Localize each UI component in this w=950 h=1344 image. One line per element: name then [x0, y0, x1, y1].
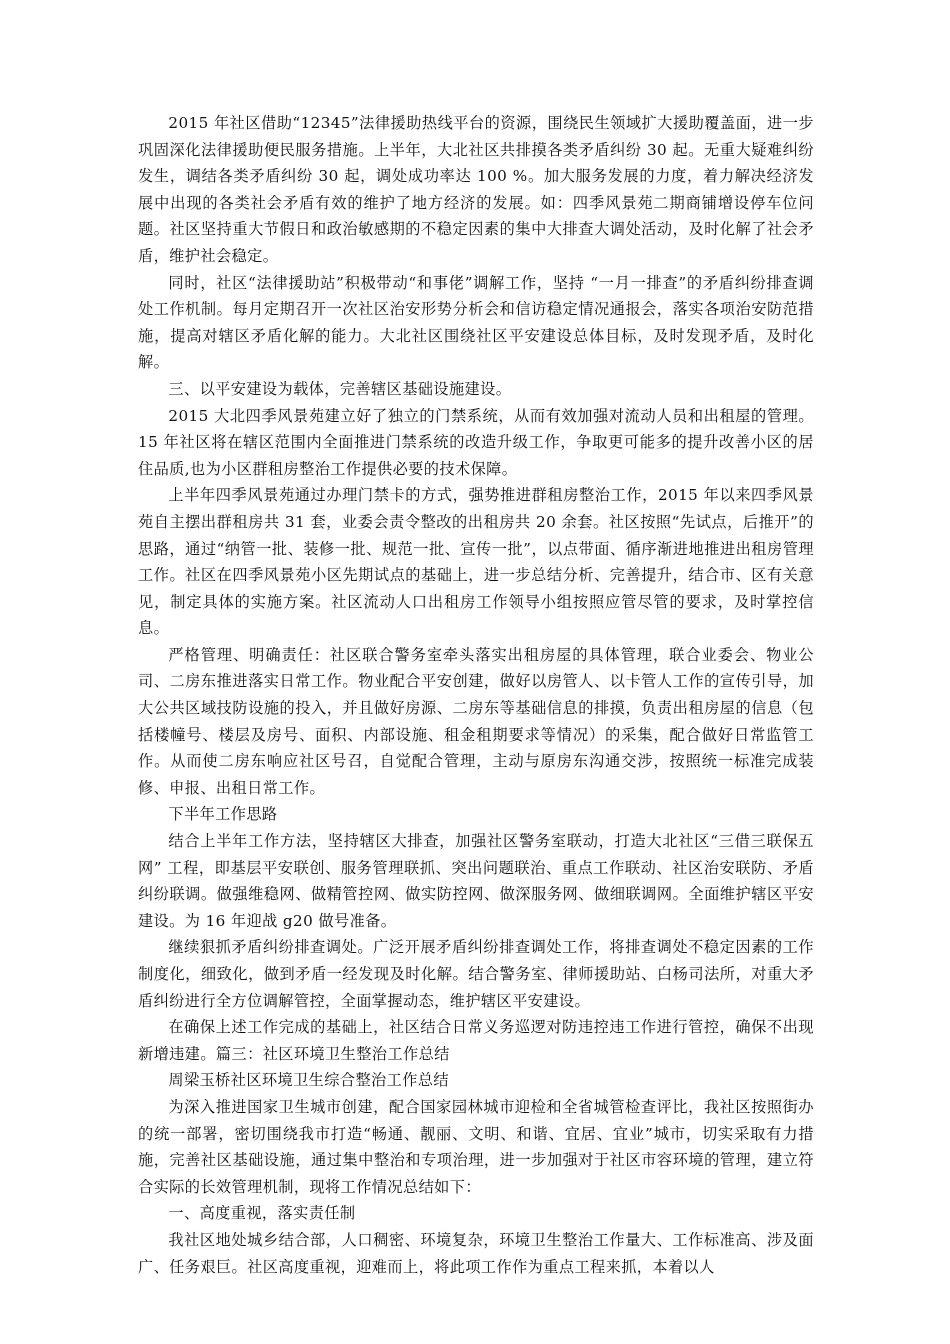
- paragraph: 严格管理、明确责任：社区联合警务室牵头落实出租房屋的具体管理，联合业委会、物业公司、二房东推进落实日常工作。物业配合平安创建，做好以房管人、以卡管人工作的宣传引导，加大公共区域技防设施的投入，并且做好房源、二房东等基础信息的排摸，负责出租房屋的信息（包括楼幢号、楼层及房号、面积、内部设施、租金租期要求等情况）的采集，配合做好日常监管工作。从而使二房东响应社区号召，自觉配合管理，主动与原房东沟通交涉，按照统一标准完成装修、申报、出租日常工作。: [138, 645, 814, 797]
- paragraph: 上半年四季风景苑通过办理门禁卡的方式，强势推进群租房整治工作，2015 年以来四季风景苑自主摆出群租房共 31 套，业委会责令整改的出租房共 20 余套。社区按照“先试点，后推开”的思路，通过“纳管一批、装修一批、规范一批、宣传一批”，以点带面、循序渐进地推进出租房管理工作。社区在四季风景苑小区先期试点的基础上，进一步总结分析、完善提升，结合市、区有关意见，制定具体的实施方案。社区流动人口出租房工作领导小组按照应管尽管的要求，及时掌控信息。: [138, 486, 814, 638]
- paragraph: 同时，社区“法律援助站”积极带动“和事佬”调解工作，坚持 “一月一排查”的矛盾纠纷排查调处工作机制。每月定期召开一次社区治安形势分析会和信访稳定情况通报会，落实各项治安防范措施，提高对辖区矛盾化解的能力。大北社区围绕社区平安建设总体目标，及时发现矛盾，及时化解。: [138, 273, 814, 372]
- paragraph: 2015 大北四季风景苑建立好了独立的门禁系统，从而有效加强对流动人员和出租屋的管理。15 年社区将在辖区范围内全面推进门禁系统的改造升级工作，争取更可能多的提升改善小区的居住品质,也为小区群租房整治工作提供必要的技术保障。: [138, 406, 814, 478]
- section-heading: 下半年工作思路: [168, 805, 278, 824]
- paragraph: 继续狠抓矛盾纠纷排查调处。广泛开展矛盾纠纷排查调处工作，将排查调处不稳定因素的工作制度化，细致化，做到矛盾一经发现及时化解。结合警务室、律师援助站、白杨司法所，对重大矛盾纠纷进行全方位调解管控，全面掌握动态，维护辖区平安建设。: [138, 938, 814, 1010]
- document-body: [138, 110, 814, 1280]
- paragraph: 结合上半年工作方法，坚持辖区大排查，加强社区警务室联动，打造大北社区“三借三联保五网” 工程，即基层平安联创、服务管理联抓、突出问题联治、重点工作联动、社区治安联防、矛盾纠纷联调。做强维稳网、做精管控网、做实防控网、做深服务网、做细联调网。全面维护辖区平安建设。为 16 年迎战 g20 做号准备。: [138, 832, 814, 930]
- paragraph: 2015 年社区借助“12345”法律援助热线平台的资源，围绕民生领域扩大援助覆盖面，进一步巩固深化法律援助便民服务措施。上半年，大北社区共排摸各类矛盾纠纷 30 起。无重大疑难纠纷发生，调结各类矛盾纠纷 30 起，调处成功率达 100 %。加大服务发展的力度，着力解决经济发展中出现的各类社会矛盾有效的维护了地方经济的发展。如：四季风景苑二期商铺增设停车位问题。社区坚持重大节假日和政治敏感期的不稳定因素的集中大排查大调处活动，及时化解了社会矛盾，维护社会稳定。: [138, 114, 814, 265]
- paragraph: 在确保上述工作完成的基础上，社区结合日常义务巡逻对防违控违工作进行管控，确保不出现新增违建。篇三：社区环境卫生整治工作总结: [138, 1018, 814, 1063]
- paragraph: 为深入推进国家卫生城市创建，配合国家园林城市迎检和全省城管检查评比，我社区按照街办的统一部署，密切围绕我市打造“畅通、靓丽、文明、和谐、宜居、宜业”城市，切实采取有力措施，完善社区基础设施，通过集中整治和专项治理，进一步加强对于社区市容环境的管理，建立符合实际的长效管理机制，现将工作情况总结如下：: [138, 1097, 814, 1196]
- section-heading: 三、以平安建设为载体，完善辖区基础设施建设。: [168, 379, 512, 398]
- section-heading: 一、高度重视，落实责任制: [168, 1204, 356, 1223]
- article-title: 周梁玉桥社区环境卫生综合整治工作总结: [168, 1071, 449, 1090]
- paragraph: 我社区地处城乡结合部，人口稠密、环境复杂，环境卫生整治工作量大、工作标准高、涉及面广、任务艰巨。社区高度重视，迎难而上，将此项工作作为重点工程来抓，本着以人: [138, 1230, 814, 1276]
